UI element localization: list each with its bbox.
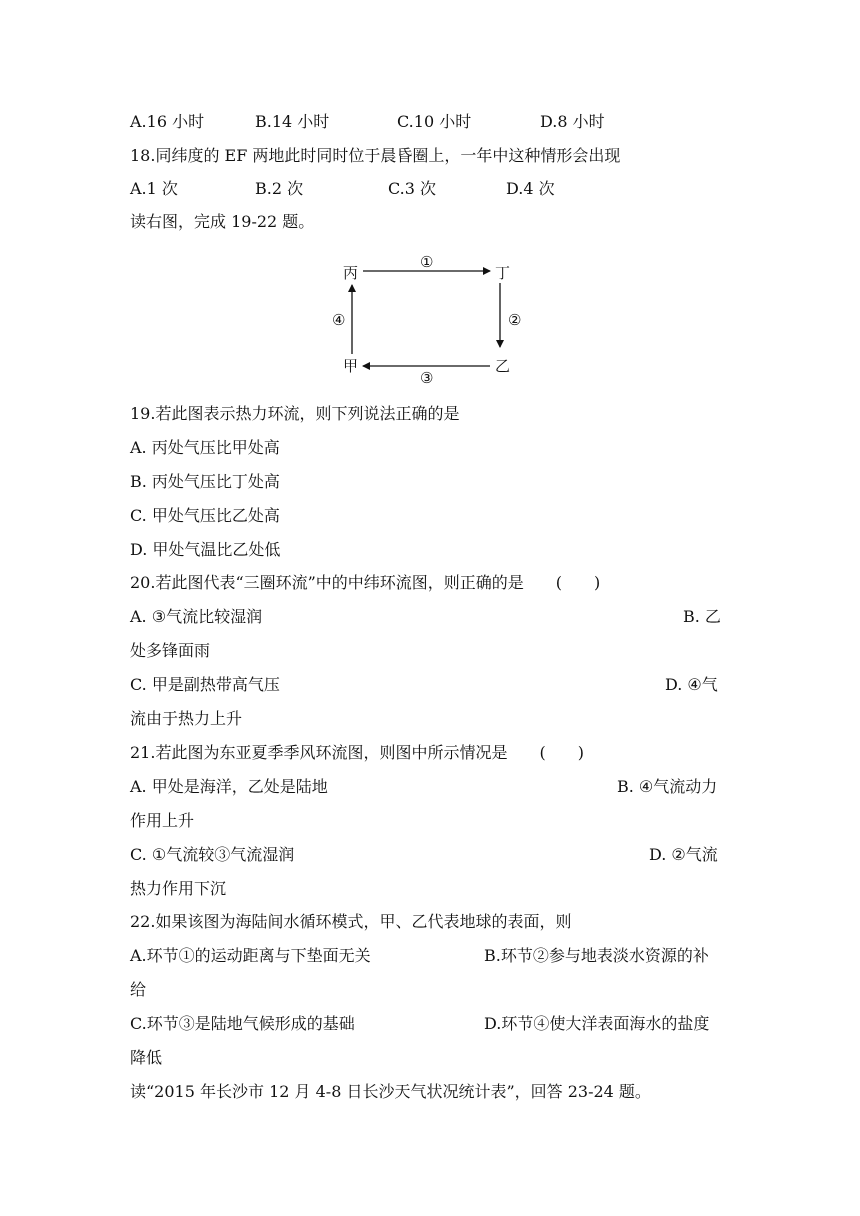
q17-option-a: A.16 小时: [130, 112, 205, 131]
q22-stem: 22.如果该图为海陆间水循环模式，甲、乙代表地球的表面，则: [130, 912, 572, 931]
q22-option-a: A.环节①的运动距离与下垫面无关: [130, 946, 371, 965]
q18-option-c: C.3 次: [388, 179, 437, 198]
corner-bottom-right: 乙: [495, 357, 511, 375]
label-arrow-right: ②: [508, 311, 522, 329]
label-arrow-bottom: ③: [420, 369, 434, 385]
q19-option-d: D. 甲处气温比乙处低: [130, 540, 281, 559]
label-arrow-top: ①: [420, 253, 434, 271]
intro-19-22: 读右图，完成 19-22 题。: [130, 212, 315, 231]
corner-top-right: 丁: [495, 264, 511, 282]
q22-option-b-head: B.环节②参与地表淡水资源的补: [484, 946, 709, 965]
q21-option-c: C. ①气流较③气流湿润: [130, 845, 295, 864]
q21-option-a: A. 甲处是海洋，乙处是陆地: [130, 777, 328, 796]
q21-option-d-head: D. ②气流: [649, 845, 718, 864]
q19-option-b: B. 丙处气压比丁处高: [130, 472, 280, 491]
circulation-diagram: [330, 250, 530, 385]
intro-23-24: 读“2015 年长沙市 12 月 4-8 日长沙天气状况统计表”，回答 23-24 题。: [130, 1082, 651, 1101]
q20-option-b-head: B. 乙: [683, 607, 721, 626]
corner-top-left: 丙: [343, 264, 359, 282]
q22-option-d-tail: 降低: [130, 1048, 163, 1067]
q21-option-d-tail: 热力作用下沉: [130, 879, 227, 898]
q18-option-a: A.1 次: [130, 179, 178, 198]
q21-stem: 21.若此图为东亚夏季季风环流图，则图中所示情况是 ( ): [130, 743, 584, 762]
q17-option-c: C.10 小时: [397, 112, 472, 131]
q22-option-c: C.环节③是陆地气候形成的基础: [130, 1014, 355, 1033]
label-arrow-left: ④: [332, 311, 346, 329]
q22-option-b-tail: 给: [130, 980, 147, 999]
q17-option-b: B.14 小时: [255, 112, 330, 131]
q22-option-d-head: D.环节④使大洋表面海水的盐度: [484, 1014, 710, 1033]
q19-option-a: A. 丙处气压比甲处高: [130, 438, 280, 457]
q20-stem: 20.若此图代表“三圈环流”中的中纬环流图，则正确的是 ( ): [130, 573, 601, 592]
q18-option-d: D.4 次: [506, 179, 555, 198]
q19-option-c: C. 甲处气压比乙处高: [130, 506, 280, 525]
q20-option-b-tail: 处多锋面雨: [130, 641, 211, 660]
q20-option-c: C. 甲是副热带高气压: [130, 675, 280, 694]
q20-option-d-head: D. ④气: [665, 675, 718, 694]
q18-stem: 18.同纬度的 EF 两地此时同时位于晨昏圈上，一年中这种情形会出现: [130, 146, 621, 165]
q20-option-a: A. ③气流比较湿润: [130, 607, 263, 626]
q20-option-d-tail: 流由于热力上升: [130, 709, 243, 728]
q19-stem: 19.若此图表示热力环流，则下列说法正确的是: [130, 404, 460, 423]
q21-option-b-tail: 作用上升: [130, 811, 195, 830]
corner-bottom-left: 甲: [343, 357, 359, 375]
q21-option-b-head: B. ④气流动力: [617, 777, 718, 796]
q18-option-b: B.2 次: [255, 179, 304, 198]
q17-option-d: D.8 小时: [540, 112, 605, 131]
